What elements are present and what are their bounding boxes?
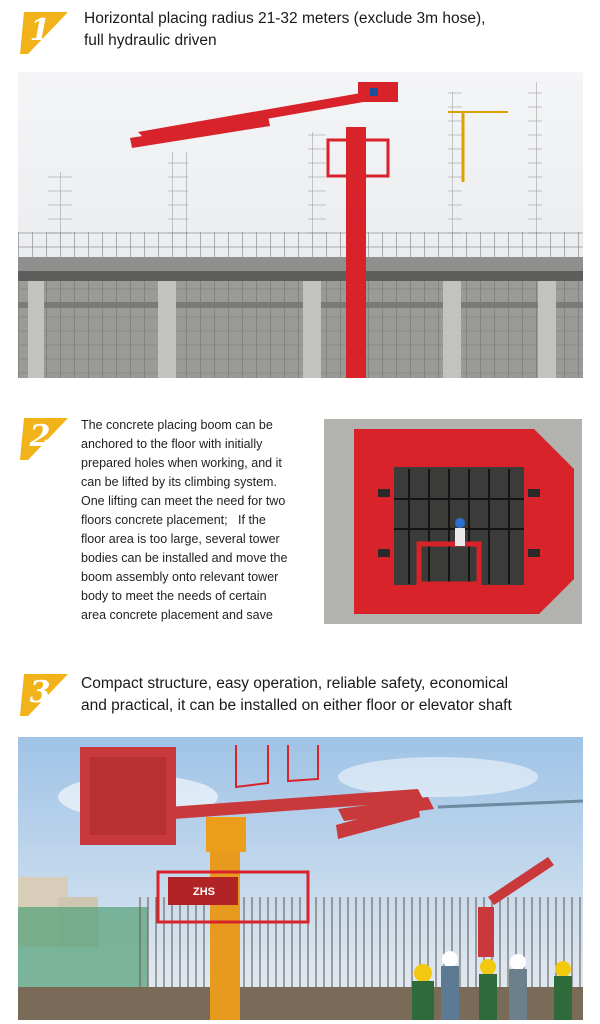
section-3-heading-line-2: and practical, it can be installed on either floor or elevator shaft	[81, 697, 512, 714]
description-line: prepared holes when working, and it	[81, 456, 282, 470]
description-line: body to meet the needs of certain	[81, 589, 267, 603]
section-1-heading	[84, 8, 485, 52]
step-3-number: 3	[29, 675, 51, 710]
section-3-heading-line-1: Compact structure, easy operation, reliable safety, economical	[81, 675, 509, 692]
zhs-logo: ZHS	[193, 886, 215, 898]
section-2-description	[81, 416, 317, 625]
description-line: floor area is too large, several tower	[81, 532, 280, 546]
section-3-heading	[81, 673, 512, 717]
description-line: The concrete placing boom can be	[81, 418, 273, 432]
section-1-heading-line-2: full hydraulic driven	[84, 32, 217, 49]
description-line: area concrete placement and save	[81, 608, 273, 622]
placing-boom-building-photo	[18, 72, 583, 378]
step-3-badge	[18, 672, 70, 716]
climbing-frame-photo	[324, 419, 582, 624]
description-line: One lifting can meet the need for two	[81, 494, 286, 508]
step-2-number: 2	[29, 419, 51, 454]
description-line: boom assembly onto relevant tower	[81, 570, 279, 584]
description-line: can be lifted by its climbing system.	[81, 475, 277, 489]
section-1-heading-line-1: Horizontal placing radius 21-32 meters (exclude 3m hose),	[84, 10, 486, 27]
description-line: floors concrete placement; If the	[81, 513, 266, 527]
description-line: bodies can be installed and move the	[81, 551, 288, 565]
placing-boom-site-photo	[18, 737, 583, 1020]
step-2-badge	[18, 416, 70, 460]
step-1-number: 1	[29, 13, 51, 48]
step-1-badge	[18, 10, 70, 54]
description-line: anchored to the floor with initially	[81, 437, 263, 451]
